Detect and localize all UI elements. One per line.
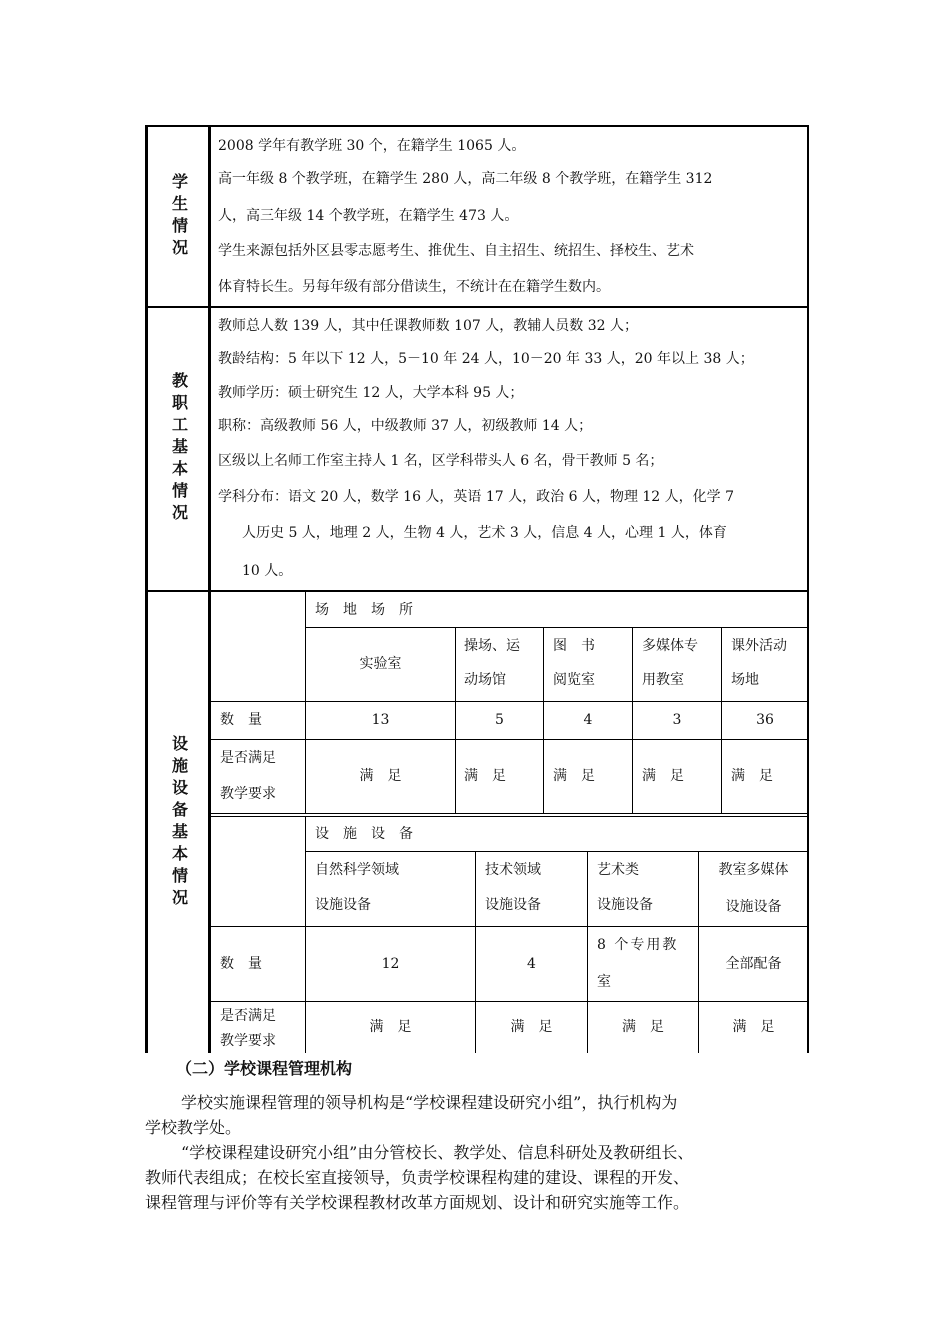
meet-value: 满 足 — [622, 1019, 664, 1035]
text-line: 人，高三年级 14 个教学班，在籍学生 473 人。 — [218, 208, 519, 224]
qty-value: 3 — [672, 712, 682, 728]
qty-value: 4 — [583, 712, 593, 728]
text-line: 人历史 5 人，地理 2 人，生物 4 人，艺术 3 人，信息 4 人，心理 1 人，体育 — [242, 525, 727, 541]
qty-value: 4 — [527, 956, 536, 972]
section-heading: （二）学校课程管理机构 — [176, 1059, 353, 1078]
paragraph-1 — [145, 1090, 810, 1140]
venue-col-activity: 场地 — [731, 672, 759, 688]
equipment-header: 设 施 设 备 — [315, 826, 413, 842]
meet-value: 满 足 — [359, 768, 402, 784]
venue-col-sports: 操场、运 — [464, 638, 520, 654]
qty-value: 室 — [597, 974, 611, 990]
meet-label: 是否满足 — [220, 750, 276, 766]
text-line: 职称：高级教师 56 人，中级教师 37 人，初级教师 14 人； — [218, 418, 593, 434]
venue-col-library: 图 书 — [553, 638, 595, 654]
meet-value: 满 足 — [731, 768, 773, 784]
equip-col-art: 设施设备 — [597, 897, 653, 913]
meet-value: 满 足 — [642, 768, 684, 784]
qty-label: 数 量 — [220, 712, 262, 728]
text-line: 教师代表组成；在校长室直接领导，负责学校课程构建的建设、课程的开发、 — [145, 1168, 690, 1187]
equip-col-multimedia: 教室多媒体 — [718, 862, 789, 878]
text-line: “学校课程建设研究小组”由分管校长、教学处、信息科研处及教研组长、 — [181, 1143, 694, 1162]
staff-section-label: 教职工基本情况 — [169, 372, 189, 526]
text-line: 学生来源包括外区县零志愿考生、推优生、自主招生、统招生、择校生、艺术 — [218, 243, 694, 259]
venue-col-sports: 动场馆 — [464, 672, 506, 688]
venue-col-library: 阅览室 — [553, 672, 595, 688]
meet-label: 教学要求 — [220, 1033, 276, 1049]
equip-col-multimedia: 设施设备 — [725, 899, 782, 915]
qty-value: 8 个专用教 — [597, 937, 679, 953]
venue-col-multimedia: 多媒体专 — [642, 638, 698, 654]
equip-col-science: 自然科学领域 — [315, 862, 399, 878]
meet-value: 满 足 — [464, 768, 506, 784]
venue-grid — [210, 592, 808, 814]
paragraph-2 — [145, 1140, 810, 1215]
qty-value: 13 — [371, 712, 390, 728]
venue-header: 场 地 场 所 — [315, 602, 413, 618]
school-info-table — [145, 125, 809, 1053]
text-line: 学校教学处。 — [145, 1118, 242, 1137]
venue-col-multimedia: 用教室 — [642, 672, 684, 688]
qty-value: 36 — [756, 712, 774, 728]
text-line: 教龄结构：5 年以下 12 人，5－10 年 24 人，10－20 年 33 人，20 年以上 38 人； — [218, 351, 754, 367]
qty-value: 全部配备 — [725, 956, 782, 972]
student-section-label: 学生情况 — [169, 173, 189, 261]
meet-value: 满 足 — [369, 1019, 412, 1035]
qty-label: 数 量 — [220, 956, 262, 972]
text-line: 学科分布：语文 20 人，数学 16 人，英语 17 人，政治 6 人，物理 12 人，化学 7 — [218, 489, 735, 505]
equip-col-art: 艺术类 — [597, 862, 639, 878]
student-info-text — [218, 127, 801, 307]
venue-col-lab: 实验室 — [359, 656, 402, 672]
text-line: 区级以上名师工作室主持人 1 名，区学科带头人 6 名，骨干教师 5 名； — [218, 453, 664, 469]
meet-label: 教学要求 — [220, 786, 276, 802]
text-line: 10 人。 — [242, 563, 293, 579]
equipment-grid — [210, 816, 808, 1053]
text-line: 教师学历：硕士研究生 12 人，大学本科 95 人； — [218, 385, 524, 401]
venue-col-activity: 课外活动 — [731, 638, 787, 654]
text-line: 学校实施课程管理的领导机构是“学校课程建设研究小组”，执行机构为 — [181, 1093, 678, 1112]
equip-col-tech: 技术领域 — [485, 862, 541, 878]
qty-value: 5 — [495, 712, 504, 728]
text-line: 体育特长生。另每年级有部分借读生，不统计在在籍学生数内。 — [218, 279, 610, 295]
meet-value: 满 足 — [510, 1019, 553, 1035]
meet-value: 满 足 — [553, 768, 595, 784]
meet-label: 是否满足 — [220, 1008, 276, 1024]
qty-value: 12 — [381, 956, 400, 972]
facility-section-label: 设施设备基本情况 — [169, 734, 189, 911]
text-line: 2008 学年有教学班 30 个，在籍学生 1065 人。 — [218, 138, 526, 154]
text-line: 教师总人数 139 人，其中任课教师数 107 人，教辅人员数 32 人； — [218, 318, 638, 334]
text-line: 高一年级 8 个教学班，在籍学生 280 人，高二年级 8 个教学班，在籍学生 312 — [218, 171, 713, 187]
meet-value: 满 足 — [732, 1019, 775, 1035]
text-line: 课程管理与评价等有关学校课程教材改革方面规划、设计和研究实施等工作。 — [145, 1193, 690, 1212]
equip-col-science: 设施设备 — [315, 897, 371, 913]
staff-info-text — [218, 308, 801, 590]
equip-col-tech: 设施设备 — [485, 897, 541, 913]
